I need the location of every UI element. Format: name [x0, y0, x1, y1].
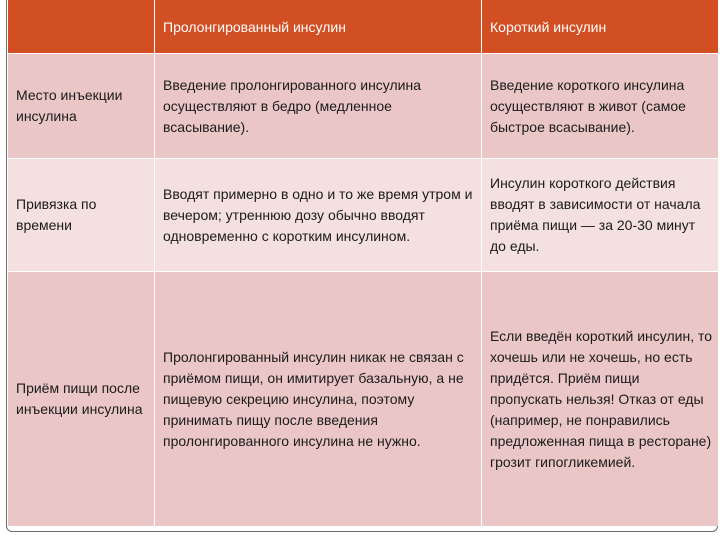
table-header-row [8, 0, 718, 53]
cell-short-timing: Инсулин короткого действия вводят в зависимости от начала приёма пищи — за 20-30 минут до еды. [482, 158, 718, 271]
table-row [8, 158, 718, 271]
header-prolonged-insulin: Пролонгированный инсулин [155, 0, 482, 53]
cell-short-meal: Если введён короткий инсулин, то хочешь или не хочешь, но есть придётся. Приём пищи пропускать нельзя! Отказ от еды (например, не понравились предложенная пища в ресторане) грозит гипогликемией. [482, 271, 718, 526]
header-empty-cell [8, 0, 155, 53]
cell-prolonged-timing: Вводят примерно в одно и то же время утром и вечером; утреннюю дозу обычно вводят одновременно с коротким инсулином. [155, 158, 482, 271]
row-label-injection-site: Место инъекции инсулина [8, 53, 155, 158]
row-label-meal-after-injection: Приём пищи после инъекции инсулина [8, 271, 155, 526]
table-row [8, 271, 718, 526]
cell-prolonged-meal: Пролонгированный инсулин никак не связан с приёмом пищи, он имитирует базальную, а не пищевую секрецию инсулина, поэтому принимать пищу после введения пролонгированного инсулина не нужно. [155, 271, 482, 526]
table-row [8, 53, 718, 158]
cell-short-injection-site: Введение короткого инсулина осуществляют в живот (самое быстрое всасывание). [482, 53, 718, 158]
row-label-timing: Привязка по времени [8, 158, 155, 271]
insulin-comparison-table [8, 0, 718, 526]
header-short-insulin: Короткий инсулин [482, 0, 718, 53]
cell-prolonged-injection-site: Введение пролонгированного инсулина осуществляют в бедро (медленное всасывание). [155, 53, 482, 158]
